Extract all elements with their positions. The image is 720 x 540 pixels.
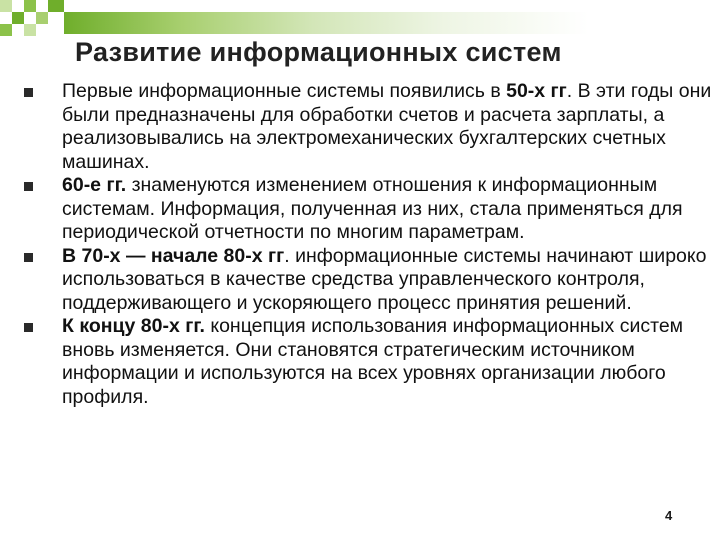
bullet-text-part: . информационные системы начинают широко использоваться в качестве средства управленческого контроля, поддерживающего и ускоряющего процесс принятия решений. [62, 244, 707, 314]
bullet-emphasis: К концу 80-х гг. [62, 315, 205, 337]
bullet-text [62, 245, 706, 314]
bullet-emphasis: В 70-х — начале 80-х гг [62, 244, 285, 267]
bullet-text [62, 80, 711, 173]
bullet-item-50s [22, 80, 712, 174]
bullet-text-part: . В эти годы они были предназначены для обработки счетов и расчета зарплаты, а реализовывались на электромеханических бухгалтерских счетных машинах. [62, 80, 712, 173]
square-bullet-icon [24, 88, 33, 97]
bullet-text-part: знаменуются изменением отношения к информационным системам. Информация, полученная из них, стала применяться для периодической отчетности по многим параметрам. [62, 174, 683, 243]
square-bullet-icon [24, 182, 33, 191]
checkered-decoration [0, 0, 64, 40]
bullet-emphasis: 50-х гг [506, 80, 567, 102]
bullet-text [62, 315, 683, 408]
header-gradient-band [64, 12, 720, 34]
bullet-text [62, 174, 683, 243]
bullet-text-part: Первые информационные системы появились в [62, 80, 507, 102]
square-bullet-icon [24, 253, 33, 262]
bullet-emphasis: 60-е гг. [62, 174, 127, 196]
bullet-item-70s [22, 245, 712, 316]
page-number: 4 [665, 508, 673, 523]
bullet-text-part: концепция использования информационных систем вновь изменяется. Они становятся стратегическим источником информации и используются на всех уровнях организации любого профиля. [62, 315, 684, 408]
slide-title: Развитие информационных систем [75, 37, 562, 67]
bullet-list [22, 80, 712, 409]
bullet-item-80s [22, 315, 712, 409]
bullet-item-60s [22, 174, 712, 245]
square-bullet-icon [24, 323, 33, 332]
